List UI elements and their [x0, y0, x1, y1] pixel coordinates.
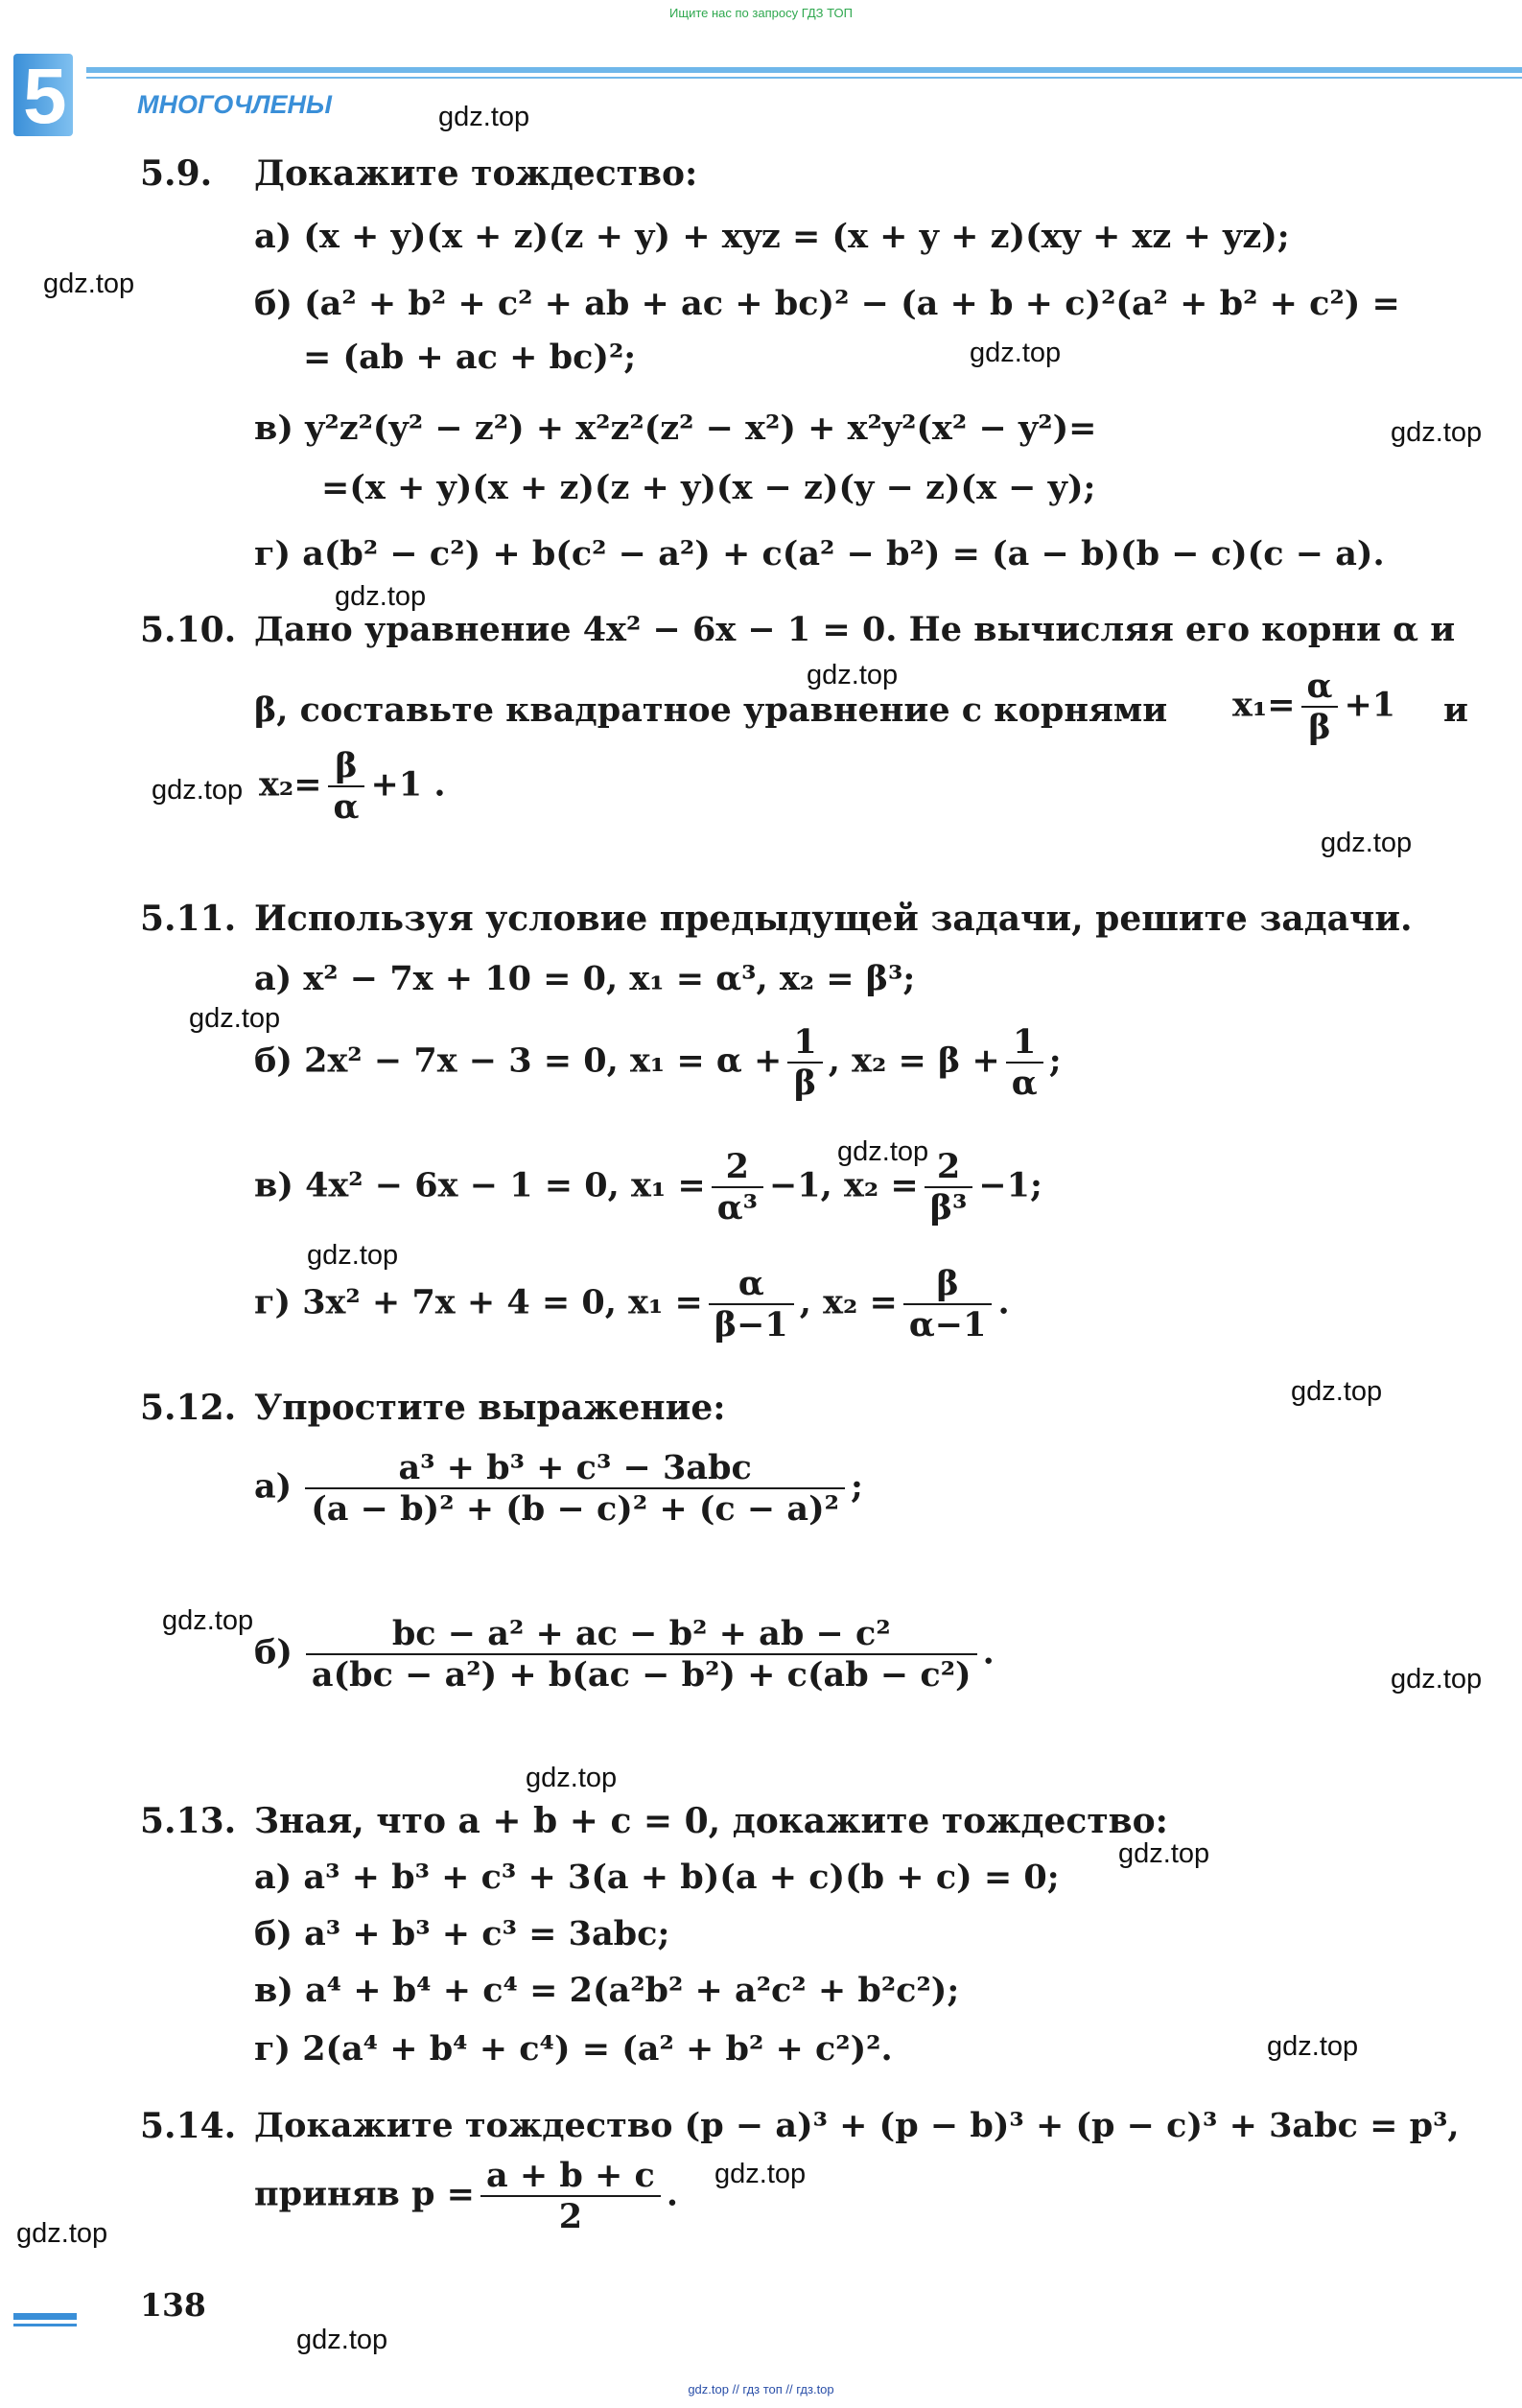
numerator: 2: [712, 1147, 763, 1188]
text-span: β, составьте квадратное уравнение с корнями: [254, 690, 1168, 730]
problem-item: [254, 1022, 1062, 1103]
fraction: [305, 1448, 845, 1529]
problem-item: [254, 1448, 863, 1529]
formula-part: в) 4x² − 6x − 1 = 0, x₁ =: [254, 1165, 706, 1205]
watermark: gdz.top: [189, 1003, 281, 1034]
watermark: gdz.top: [837, 1136, 929, 1167]
watermark: gdz.top: [1291, 1376, 1383, 1407]
problem-item-cont: =(x + y)(x + z)(z + y)(x − z)(y − z)(x − y);: [321, 468, 1096, 507]
formula-part: ;: [1048, 1040, 1062, 1081]
denominator: 2: [558, 2197, 583, 2236]
watermark: gdz.top: [438, 102, 530, 132]
problem-item: г) 2(a⁴ + b⁴ + c⁴) = (a² + b² + c²)².: [254, 2029, 893, 2069]
watermark: gdz.top: [1267, 2031, 1359, 2062]
formula-part: , x₂ = β +: [828, 1040, 1000, 1081]
fraction: [709, 1264, 794, 1344]
numerator: a³ + b³ + c³ − 3abc: [305, 1448, 845, 1489]
watermark: gdz.top: [1391, 417, 1483, 448]
denominator: α: [333, 787, 360, 827]
watermark: gdz.top: [162, 1605, 254, 1636]
problem-number: 5.13.: [140, 1801, 237, 1841]
watermark: gdz.top: [1391, 1664, 1483, 1695]
numerator: β: [328, 746, 365, 787]
denominator: β³: [929, 1188, 968, 1227]
watermark: gdz.top: [16, 2218, 108, 2249]
watermark: gdz.top: [1321, 828, 1413, 858]
item-label: а): [254, 1466, 293, 1507]
formula-part: x₂=: [259, 764, 322, 805]
item-label: б): [254, 1632, 293, 1672]
denominator: α: [1011, 1064, 1038, 1103]
problem-item: в) a⁴ + b⁴ + c⁴ = 2(a²b² + a²c² + b²c²);: [254, 1971, 960, 2010]
watermark: gdz.top: [43, 269, 135, 299]
problem-title: Докажите тождество:: [254, 153, 698, 194]
numerator: 1: [787, 1022, 822, 1064]
formula-part: +1 .: [370, 764, 446, 805]
fraction: [925, 1147, 973, 1227]
watermark: gdz.top: [714, 2159, 807, 2189]
formula-part: x₁=: [1232, 685, 1296, 725]
problem-text: [254, 690, 1167, 730]
watermark: gdz.top: [807, 660, 899, 690]
watermark: gdz.top: [970, 338, 1062, 368]
problem-title: Упростите выражение:: [254, 1388, 726, 1428]
formula-part: г) 3x² + 7x + 4 = 0, x₁ =: [254, 1282, 703, 1322]
watermark: gdz.top: [152, 775, 244, 806]
watermark: gdz.top: [335, 581, 427, 612]
bottom-note: gdz.top // гдз топ // гдз.top: [688, 2382, 834, 2396]
denominator: α−1: [908, 1305, 987, 1344]
denominator: a(bc − a²) + b(ac − b²) + c(ab − c²): [311, 1655, 972, 1695]
fraction: [328, 746, 365, 827]
denominator: (a − b)² + (b − c)² + (c − a)²: [311, 1489, 840, 1529]
problem-title: Используя условие предыдущей задачи, решите задачи.: [254, 899, 1413, 939]
problem-number: 5.11.: [140, 899, 237, 939]
formula-part: приняв p =: [254, 2174, 476, 2214]
chapter-title: МНОГОЧЛЕНЫ: [137, 90, 333, 119]
problem-text: [254, 2156, 678, 2236]
watermark: gdz.top: [1118, 1838, 1210, 1869]
fraction: [787, 1022, 822, 1103]
problem-item: а) (x + y)(x + z)(z + y) + xyz = (x + y + z)(xy + xz + yz);: [254, 217, 1290, 256]
numerator: α: [1301, 666, 1339, 708]
formula-part: .: [982, 1632, 995, 1672]
watermark: gdz.top: [307, 1240, 399, 1271]
formula-part: −1, x₂ =: [768, 1165, 919, 1205]
formula-part: б) 2x² − 7x − 3 = 0, x₁ = α +: [254, 1040, 783, 1081]
footer-rule: [13, 2313, 77, 2320]
problem-item: г) a(b² − c²) + b(c² − a²) + c(a² − b²) = (a − b)(b − c)(c − a).: [254, 534, 1385, 573]
denominator: β: [793, 1064, 817, 1103]
footer-rule-thin: [13, 2324, 77, 2326]
denominator: β−1: [714, 1305, 788, 1344]
fraction: [480, 2156, 661, 2236]
problem-number: 5.9.: [140, 153, 213, 194]
numerator: a + b + c: [480, 2156, 661, 2197]
numerator: β: [903, 1264, 993, 1305]
problem-item: б) (a² + b² + c² + ab + ac + bc)² − (a + b + c)²(a² + b² + c²) =: [254, 284, 1400, 323]
problem-item: а) x² − 7x + 10 = 0, x₁ = α³, x₂ = β³;: [254, 959, 916, 998]
header-rule: [86, 67, 1522, 73]
problem-item: [254, 1147, 1042, 1227]
formula-part: +1: [1344, 685, 1396, 725]
fraction: [903, 1264, 993, 1344]
problem-text: Докажите тождество (p − a)³ + (p − b)³ + (p − c)³ + 3abc = p³,: [254, 2106, 1460, 2145]
problem-item: а) a³ + b³ + c³ + 3(a + b)(a + c)(b + c) = 0;: [254, 1858, 1060, 1897]
formula-part: .: [997, 1282, 1010, 1322]
conjunction: и: [1443, 690, 1468, 730]
header-rule-thin: [86, 77, 1522, 79]
formula-part: ;: [851, 1466, 863, 1507]
watermark: gdz.top: [296, 2325, 388, 2355]
page-number: 138: [140, 2286, 206, 2324]
formula-x1: [1232, 666, 1395, 747]
denominator: β: [1308, 708, 1331, 747]
problem-item: в) y²z²(y² − z²) + x²z²(z² − x²) + x²y²(x² − y²)=: [254, 409, 1097, 448]
problem-item: [254, 1264, 1010, 1344]
top-note: Ищите нас по запросу ГДЗ ТОП: [669, 6, 853, 20]
fraction: [712, 1147, 763, 1227]
problem-number: 5.12.: [140, 1388, 237, 1428]
numerator: 2: [925, 1147, 973, 1188]
problem-title: Зная, что a + b + c = 0, докажите тождество:: [254, 1801, 1168, 1841]
fraction: [1301, 666, 1339, 747]
numerator: bc − a² + ac − b² + ab − c²: [306, 1614, 977, 1655]
formula-part: , x₂ =: [799, 1282, 898, 1322]
chapter-number: 5: [23, 53, 67, 140]
problem-item: б) a³ + b³ + c³ = 3abc;: [254, 1914, 670, 1953]
fraction: [1006, 1022, 1043, 1103]
numerator: α: [709, 1264, 794, 1305]
formula-x2: [259, 746, 446, 827]
watermark: gdz.top: [526, 1763, 618, 1793]
fraction: [306, 1614, 977, 1695]
formula-part: −1;: [978, 1165, 1042, 1205]
problem-number: 5.14.: [140, 2106, 237, 2146]
denominator: α³: [716, 1188, 758, 1227]
problem-item: [254, 1614, 995, 1695]
numerator: 1: [1006, 1022, 1043, 1064]
formula-part: .: [666, 2174, 679, 2214]
problem-item-cont: = (ab + ac + bc)²;: [303, 338, 637, 377]
problem-text: Дано уравнение 4x² − 6x − 1 = 0. Не вычисляя его корни α и: [254, 610, 1456, 649]
chapter-badge: [13, 53, 73, 140]
problem-number: 5.10.: [140, 610, 237, 650]
